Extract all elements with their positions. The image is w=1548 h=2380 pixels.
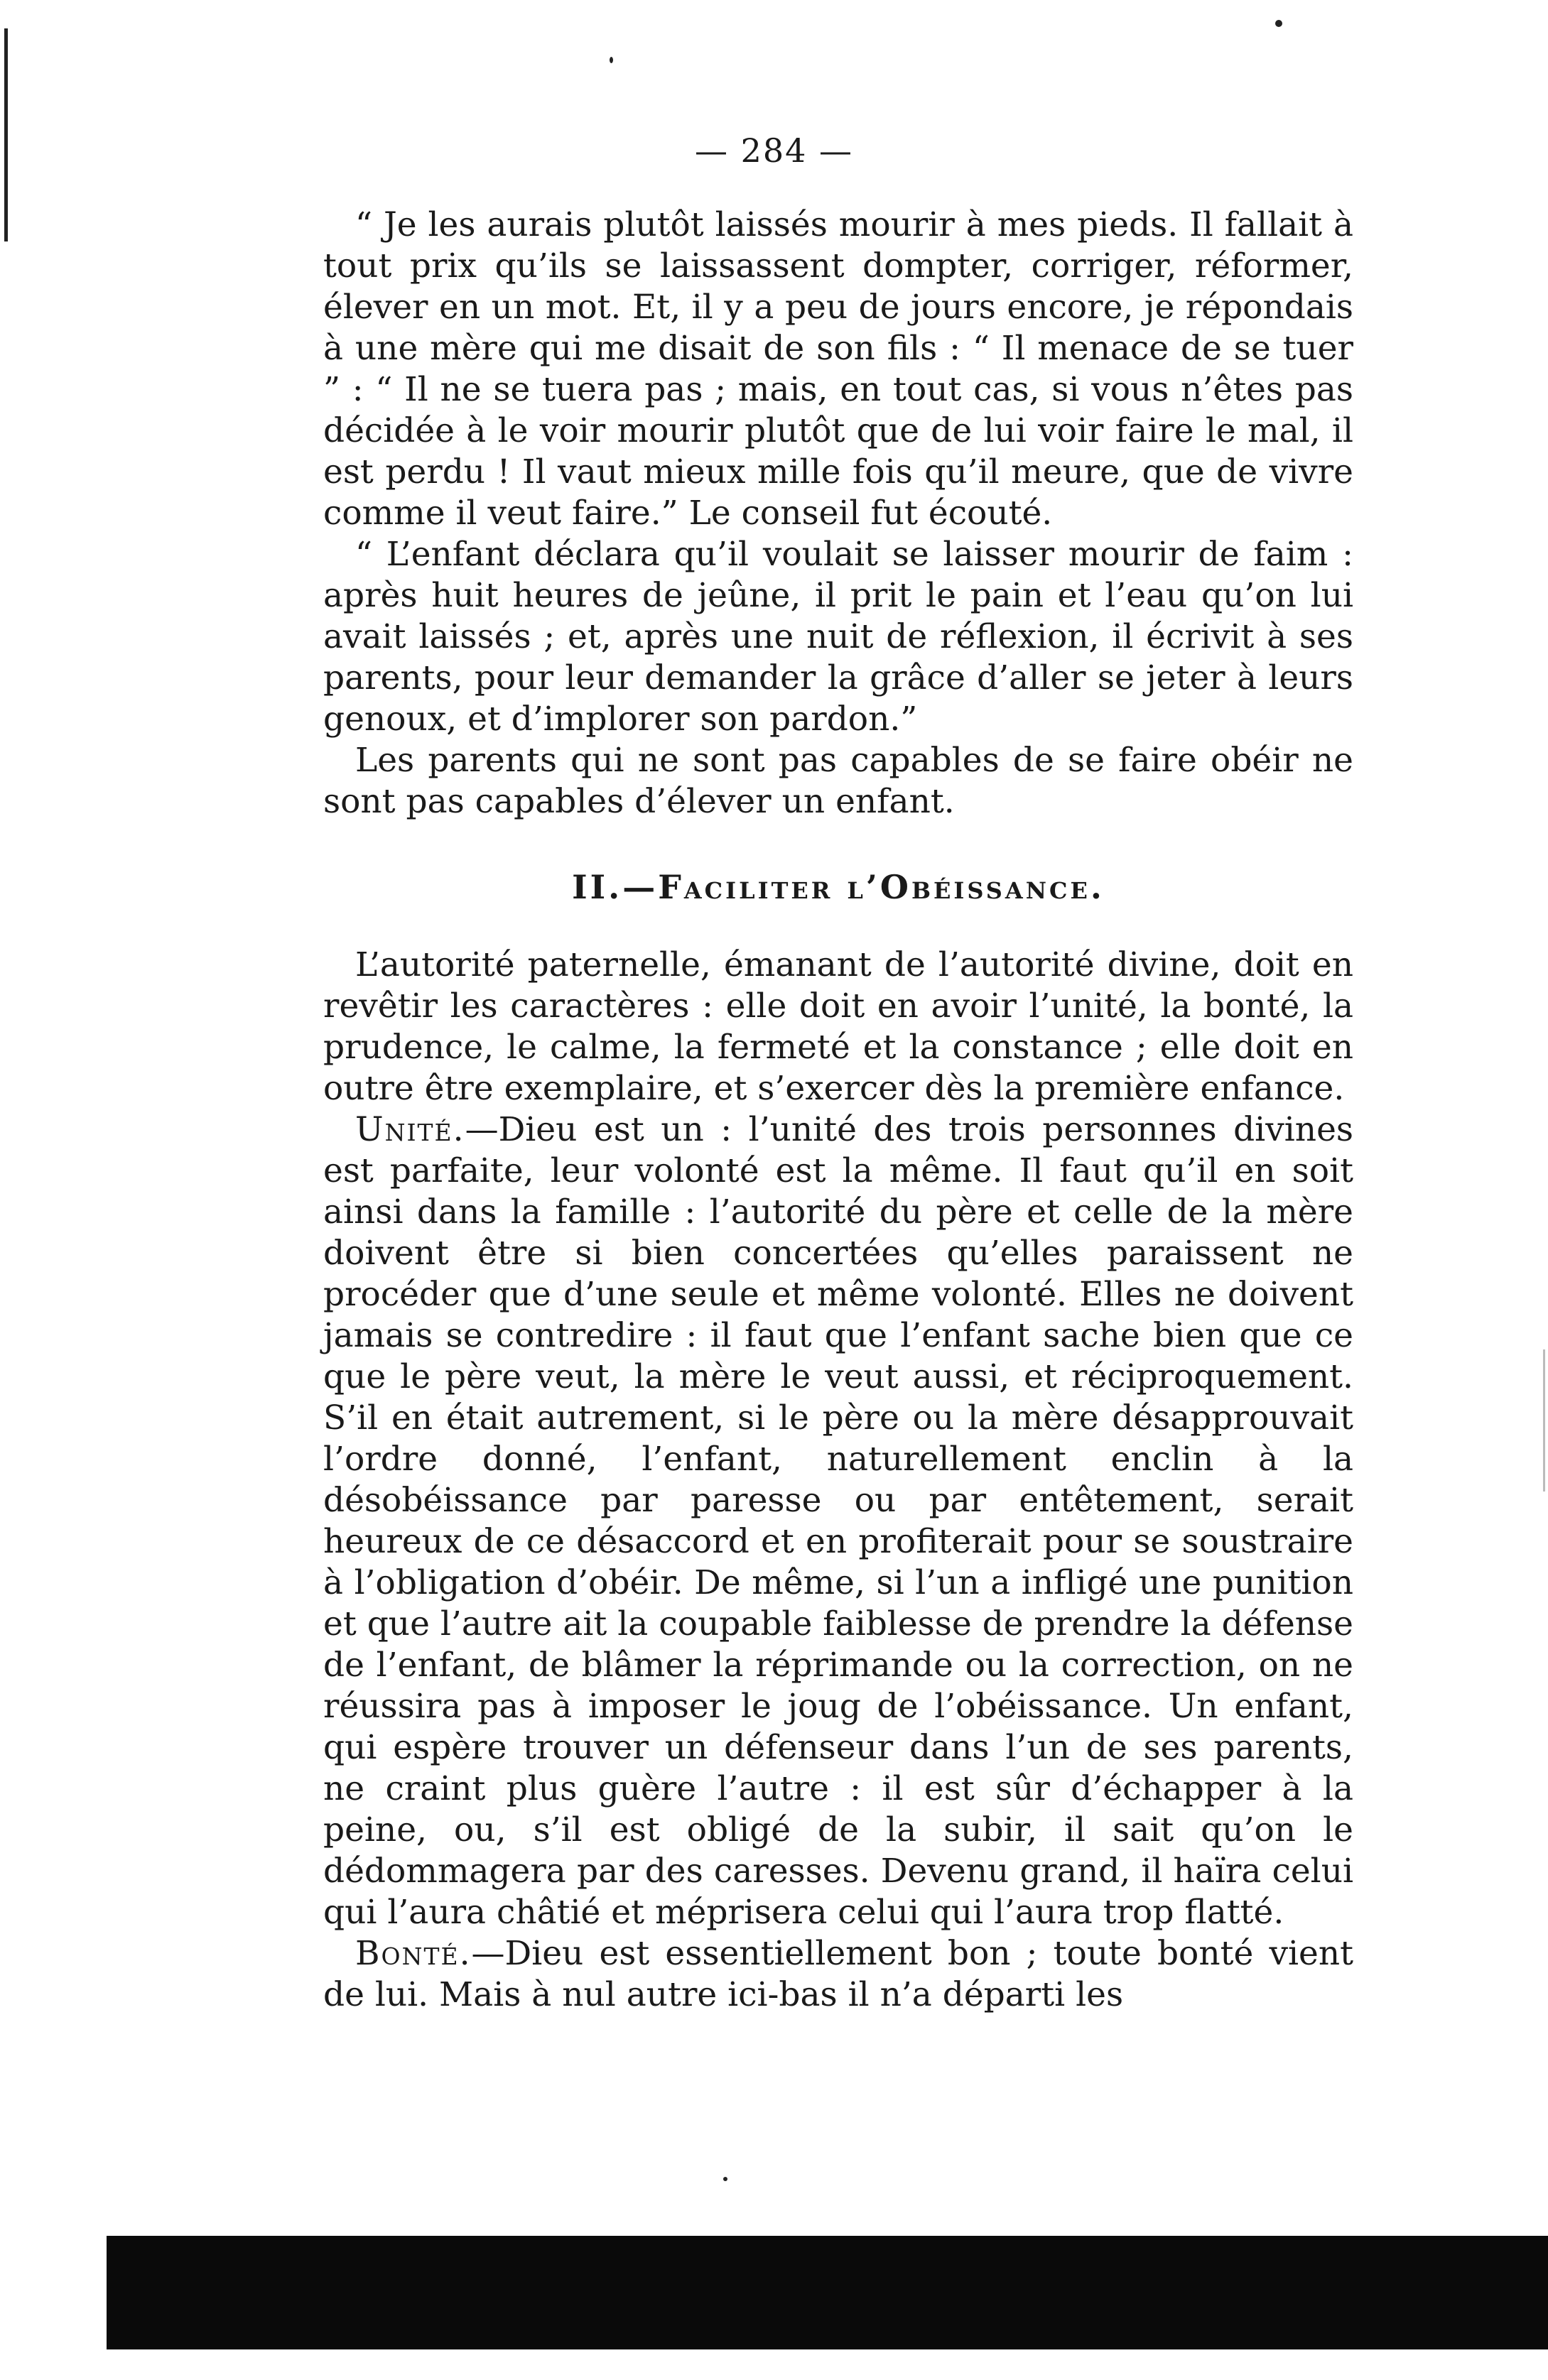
bonte-text: —Dieu est essentiellement bon ; toute bonté vient de lui. Mais à nul autre ici-bas il n’a départi les: [323, 1934, 1353, 2014]
scan-bottom-border: [107, 2236, 1548, 2349]
unite-text: —Dieu est un : l’unité des trois personnes divines est parfaite, leur volonté est la même. Il faut qu’il en soit ainsi dans la famille : l’autorité du père et celle de la mère doivent être si bien concertées qu’elles paraissent ne procéder que d’une seule et même volonté. Elles ne doivent jamais se contredire : il faut que l’enfant sache bien que ce que le père veut, la mère le veut aussi, et réciproquement. S’il en était autrement, si le père ou la mère désapprouvait l’ordre donné, l’enfant, naturellement enclin à la désobéissance par paresse ou par entêtement, serait heureux de ce désaccord et en profiterait pour se soustraire à l’obligation d’obéir. De même, si l’un a infligé une punition et que l’autre ait la coupable faiblesse de prendre la défense de l’enfant, de blâmer la réprimande ou la correction, on ne réussira pas à imposer le joug de l’obéissance. Un enfant, qui espère trouver un défenseur dans l’un de ses parents, ne craint plus guère l’autre : il est sûr d’échapper à la peine, ou, s’il est obligé de la subir, il sait qu’on le dédommagera par des caresses. Devenu grand, il haïra celui qui l’aura châtié et méprisera celui qui l’aura trop flatté.: [323, 1110, 1353, 1932]
quote-paragraph-continued: “ L’enfant déclara qu’il voulait se laisser mourir de faim : après huit heures de jeûne, il prit le pain et l’eau qu’on lui avait laissés ; et, après une nuit de réflexion, il écrivit à ses parents, pour leur demander la grâce d’aller se jeter à leurs genoux, et d’implorer son pardon.”: [323, 535, 1353, 739]
scan-speck: [1275, 20, 1282, 27]
bonte-term: Bonté.: [355, 1934, 472, 1973]
section-heading: II.—Faciliter l’Obéissance.: [572, 868, 1105, 906]
body-paragraph: Les parents qui ne sont pas capables de se faire obéir ne sont pas capables d’élever un enfant.: [323, 741, 1353, 821]
scan-edge-mark-right: [1543, 1349, 1545, 1491]
bonte-paragraph: [323, 1933, 1353, 2016]
scan-speck: [610, 57, 613, 63]
page-number: — 284 —: [694, 131, 854, 170]
unite-term: Unité.: [355, 1110, 465, 1149]
quote-paragraph: “ Je les aurais plutôt laissés mourir à mes pieds. Il fallait à tout prix qu’ils se laissassent dompter, corriger, réformer, élever en un mot. Et, il y a peu de jours encore, je répondais à une mère qui me disait de son fils : “ Il menace de se tuer ” : “ Il ne se tuera pas ; mais, en tout cas, si vous n’êtes pas décidée à le voir mourir plutôt que de lui voir faire le mal, il est perdu ! Il vaut mieux mille fois qu’il meure, que de vivre comme il veut faire.” Le conseil fut écouté.: [323, 205, 1353, 533]
scan-speck: [723, 2177, 727, 2181]
page-body: [323, 205, 1353, 2016]
section-intro-paragraph: L’autorité paternelle, émanant de l’autorité divine, doit en revêtir les caractères : elle doit en avoir l’unité, la bonté, la prudence, le calme, la fermeté et la constance ; elle doit en outre être exemplaire, et s’exercer dès la première enfance.: [323, 945, 1353, 1108]
unite-paragraph: [323, 1109, 1353, 1933]
